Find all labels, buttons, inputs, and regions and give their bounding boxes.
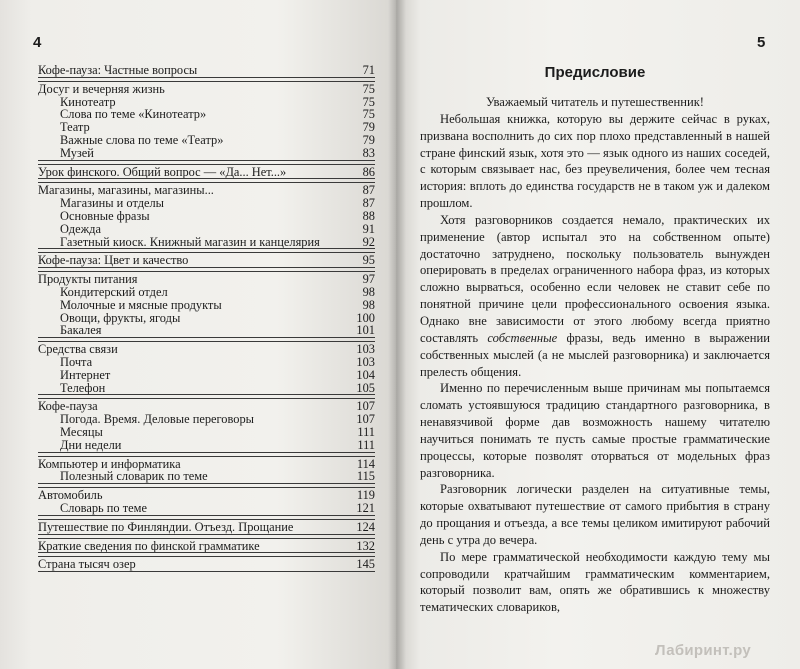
toc-entry-page: 115: [356, 469, 375, 484]
toc-entry-page: 124: [356, 519, 375, 534]
toc-entry-page: 103: [356, 342, 375, 357]
toc-entry-page: 92: [362, 234, 375, 249]
toc-entry-title: Краткие сведения по финской грамматике: [38, 538, 260, 553]
toc-entry-title: Урок финского. Общий вопрос — «Да... Нет...»: [38, 164, 287, 179]
toc-entry-page: 104: [356, 367, 375, 382]
toc-entry-page: 105: [356, 380, 375, 395]
toc-entry-title: Кофе-пауза: [38, 399, 98, 414]
toc-entry-page: 107: [356, 412, 375, 427]
toc-entry-page: 91: [362, 221, 375, 236]
toc-entry: [38, 236, 375, 249]
toc-entry-page: 103: [356, 354, 375, 369]
toc-entry-title: Основные фразы: [60, 208, 150, 223]
toc-entry-page: 75: [362, 81, 375, 96]
toc-entry-title: Автомобиль: [38, 488, 103, 503]
toc-entry: [38, 147, 375, 160]
toc-entry: [38, 439, 375, 452]
toc-entry-page: 83: [362, 145, 375, 160]
toc-entry-page: 87: [362, 183, 375, 198]
toc-entry: [38, 64, 375, 77]
left-page-number: 4: [33, 34, 42, 51]
toc-entry: [38, 223, 375, 236]
preface-title: Предисловие: [544, 64, 646, 81]
toc-entry-page: 79: [362, 120, 375, 135]
toc-entry-page: 86: [362, 164, 375, 179]
toc-entry-title: Театр: [60, 120, 90, 135]
watermark-logo: Лабиринт.ру: [655, 642, 751, 659]
toc-entry-title: Погода. Время. Деловые переговоры: [60, 412, 254, 427]
preface-text: [420, 94, 770, 616]
preface-emphasis: собственные: [487, 330, 558, 345]
toc-entry: [38, 356, 375, 369]
toc-entry-title: Путешествие по Финляндии. Отъезд. Прощание: [38, 519, 294, 534]
toc-entry-title: Газетный киоск. Книжный магазин и канцелярия: [60, 234, 320, 249]
toc-entry-title: Бакалея: [60, 323, 102, 338]
toc-entry-page: 79: [362, 132, 375, 147]
toc-entry-page: 121: [356, 500, 375, 515]
preface-paragraph-2: [420, 212, 770, 380]
toc-entry-title: Интернет: [60, 367, 111, 382]
toc-entry: [38, 83, 375, 96]
toc-entry-page: 87: [362, 196, 375, 211]
toc-entry-page: 100: [356, 310, 375, 325]
toc-entry-title: Молочные и мясные продукты: [60, 297, 222, 312]
toc-entry: [38, 489, 375, 502]
toc-entry: [38, 134, 375, 147]
toc-entry-title: Важные слова по теме «Театр»: [60, 132, 224, 147]
preface-greeting: Уважаемый читатель и путешественник!: [485, 95, 705, 109]
toc-entry-page: 71: [362, 63, 375, 77]
toc-entry-title: Кинотеатр: [60, 94, 116, 109]
toc-entry-page: 114: [356, 456, 375, 471]
toc-entry-title: Почта: [60, 354, 93, 369]
toc-entry-title: Продукты питания: [38, 272, 138, 287]
toc-entry-page: 98: [362, 284, 375, 299]
toc-entry-title: Одежда: [60, 221, 101, 236]
toc-entry: [38, 324, 375, 337]
toc-entry-page: 111: [357, 424, 375, 439]
toc-entry: [38, 254, 375, 267]
toc-entry-page: 107: [356, 399, 375, 414]
toc-entry: [38, 299, 375, 312]
toc-entry: [38, 166, 375, 179]
preface-paragraph-4: Разговорник логически разделен на ситуативные темы, которые охватывают путешествие от самого прибытия в страну до прощания и отъезда, а все темы целиком имитируют рабочий день с утра до вечера.: [420, 482, 770, 547]
toc-entry-page: 97: [362, 272, 375, 287]
toc-entry: [38, 470, 375, 483]
toc-entry-title: Страна тысяч озер: [38, 557, 136, 572]
right-page-number: 5: [757, 34, 766, 51]
preface-paragraph-1: Небольшая книжка, которую вы держите сейчас в руках, призвана восполнить до сих пор плохо представленный в нашей стране финский язык, хотя это — язык одного из наших соседей, с которым связывает нас, без преувеличения, более чем тесная история: вплоть до единства государств не в таком уж и далеком прошлом.: [420, 111, 770, 211]
preface-paragraph-5: По мере грамматической необходимости каждую тему мы сопроводили кратчайшим грамматическим комментарием, который позволит вам, опять же обратившись к множеству тематических словариков,: [420, 549, 770, 615]
toc-entry-title: Слова по теме «Кинотеатр»: [60, 107, 207, 122]
book-gutter: [388, 0, 406, 669]
toc-entry: [38, 502, 375, 515]
toc-entry-page: 88: [362, 208, 375, 223]
toc-entry-title: Магазины, магазины, магазины...: [38, 183, 214, 198]
toc-entry-title: Кофе-пауза: Частные вопросы: [38, 63, 198, 77]
toc-entry-title: Полезный словарик по теме: [60, 469, 208, 484]
toc-entry-page: 111: [357, 437, 375, 452]
toc-entry-title: Средства связи: [38, 342, 118, 357]
toc-entry-page: 75: [362, 94, 375, 109]
toc-entry: [38, 426, 375, 439]
toc-entry-title: Телефон: [60, 380, 106, 395]
table-of-contents: [38, 64, 375, 571]
toc-entry-page: 101: [356, 323, 375, 338]
toc-entry: [38, 413, 375, 426]
toc-entry-page: 145: [356, 557, 375, 572]
toc-entry: [38, 369, 375, 382]
toc-entry-page: 95: [362, 253, 375, 268]
toc-entry-title: Дни недели: [60, 437, 122, 452]
toc-entry-title: Месяцы: [60, 424, 103, 439]
toc-entry-title: Овощи, фрукты, ягоды: [60, 310, 181, 325]
toc-entry-title: Магазины и отделы: [60, 196, 165, 211]
toc-entry-title: Музей: [60, 145, 94, 160]
toc-entry: [38, 382, 375, 395]
toc-entry: [38, 286, 375, 299]
preface-paragraph-2-part-1: Хотя разговорников создается немало, практических их применение (автор испытал это на собственном опыте) достаточно затруднено, поскольку пользователь вынужден оперировать в пределах ограниченного набора фраз, из которых сложно вырваться, особенно если человек не ставит себе по понятной причине цели профессионального освоения языка. Однако вне зависимости от этого любому всегда приятно составлять: [420, 212, 770, 345]
toc-entry: [38, 210, 375, 223]
toc-entry-title: Компьютер и информатика: [38, 456, 181, 471]
toc-entry: [38, 540, 375, 553]
toc-entry-title: Кондитерский отдел: [60, 284, 168, 299]
toc-entry-title: Кофе-пауза: Цвет и качество: [38, 253, 189, 268]
toc-entry-page: 75: [362, 107, 375, 122]
toc-entry-page: 132: [356, 538, 375, 553]
toc-entry: [38, 521, 375, 534]
toc-entry: [38, 558, 375, 571]
toc-entry-title: Словарь по теме: [60, 500, 147, 515]
toc-entry-page: 119: [356, 488, 375, 503]
toc-entry-page: 98: [362, 297, 375, 312]
toc-entry-title: Досуг и вечерняя жизнь: [38, 81, 165, 96]
preface-paragraph-3: Именно по перечисленным выше причинам мы попытаемся сломать устоявшуюся традицию стандартного разговорника, в ненавязчивой форме дав возможность нашему читателю научиться понимать те пусть самые простые грамматические процессы, которые позволят оторваться от модельных фраз разговорника.: [420, 381, 770, 480]
preface-paragraph-2-part-2: фразы, ведь именно в выражении собственных мыслей (а не мыслей разговорника) и заключается прелесть общения.: [420, 330, 770, 379]
